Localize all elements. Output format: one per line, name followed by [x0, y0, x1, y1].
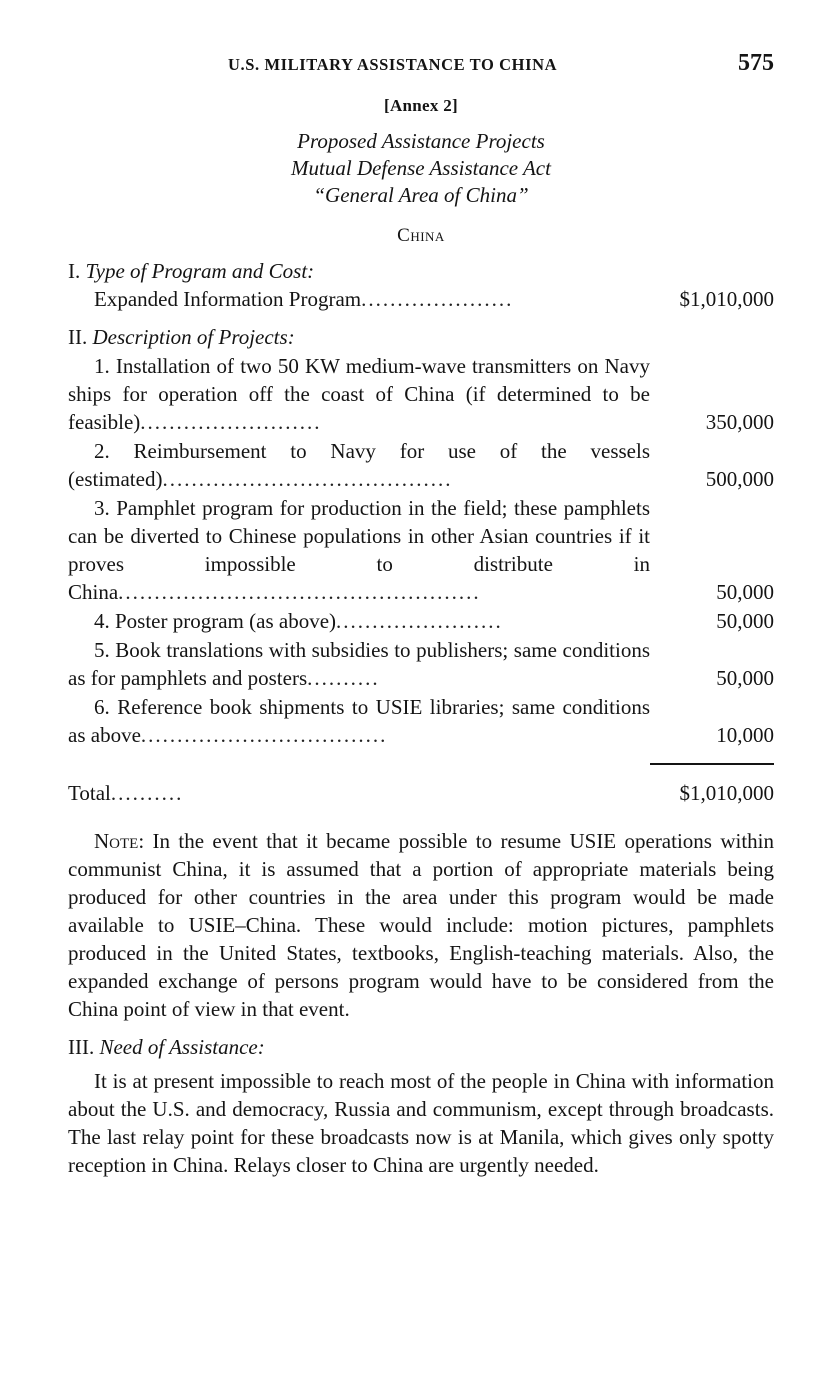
project-item: [68, 494, 774, 606]
project-item: [68, 636, 774, 692]
total-label: Total: [68, 781, 111, 805]
total-rule: [650, 763, 774, 765]
project-item: [68, 437, 774, 493]
document-heading: [68, 128, 774, 209]
running-title: U.S. MILITARY ASSISTANCE TO CHINA: [228, 55, 558, 74]
project-item-amount: 50,000: [716, 666, 774, 690]
section-2-heading: [68, 323, 774, 351]
country-heading: China: [397, 225, 445, 246]
section-1-numeral: I.: [68, 259, 81, 283]
section-2-numeral: II.: [68, 325, 88, 349]
program-amount: $1,010,000: [679, 287, 774, 311]
leader-dots: ........................................: [162, 467, 453, 491]
leader-dots: .....................: [361, 287, 514, 311]
leader-dots: ..........: [110, 781, 184, 805]
heading-line-3: “General Area of China”: [313, 183, 529, 207]
annex-label: [Annex 2]: [383, 96, 458, 115]
project-item: [68, 352, 774, 436]
project-item-text: 6. Reference book shipments to USIE libraries; same conditions as above: [68, 695, 650, 747]
leader-dots: .......................: [336, 609, 503, 633]
section-1-label: Type of Program and Cost:: [85, 259, 315, 283]
section-3-label: Need of Assistance:: [99, 1035, 265, 1059]
leader-dots: ..........: [307, 666, 380, 690]
program-cost-row: [68, 285, 774, 313]
project-item-amount: 500,000: [705, 467, 774, 491]
project-item: [68, 693, 774, 749]
heading-line-1: Proposed Assistance Projects: [297, 129, 545, 153]
section-2-label: Description of Projects:: [92, 325, 295, 349]
project-item-amount: 350,000: [705, 410, 774, 434]
leader-dots: .........................: [140, 410, 322, 434]
note-label: Note: [94, 829, 139, 853]
note-paragraph: [68, 827, 774, 1023]
section-1-heading: [68, 257, 774, 285]
section-3-heading: [68, 1033, 774, 1061]
project-item-text: 4. Poster program (as above): [94, 609, 337, 633]
project-item-text: 5. Book translations with subsidies to publishers; same conditions as for pamphlets and posters: [68, 638, 650, 690]
project-item-text: 2. Reimbursement to Navy for use of the vessels (estimated): [68, 439, 650, 491]
leader-dots: ..................................: [140, 723, 388, 747]
leader-dots: ..................................................: [118, 580, 481, 604]
document-page: [68, 48, 774, 1179]
page-number: 575: [738, 50, 774, 76]
running-head: [68, 48, 774, 84]
project-item-amount: 50,000: [716, 580, 774, 604]
project-item-text: 1. Installation of two 50 KW medium-wave transmitters on Navy ships for operation off the coast of China (if determined to be feasible): [68, 354, 650, 434]
note-text: : In the event that it became possible to resume USIE operations within communist China, it is assumed that a portion of appropriate materials being produced for other countries in the area under this program would be made available to USIE–China. These would include: motion pictures, pamphlets produced in the United States, textbooks, English-teaching materials. Also, the expanded exchange of persons program would have to be considered from the China point of view in that event.: [68, 829, 774, 1021]
total-row: [68, 779, 774, 807]
project-item: [68, 607, 774, 635]
project-item-amount: 10,000: [716, 723, 774, 747]
total-amount: $1,010,000: [679, 781, 774, 805]
project-item-text: 3. Pamphlet program for production in the field; these pamphlets can be diverted to Chinese populations in other Asian countries if it proves impossible to distribute in China: [68, 496, 650, 604]
project-item-amount: 50,000: [716, 609, 774, 633]
program-name: Expanded Information Program: [94, 287, 362, 311]
need-paragraph: It is at present impossible to reach most of the people in China with information about the U.S. and democracy, Russia and communism, except through broadcasts. The last relay point for these broadcasts now is at Manila, which gives only spotty reception in China. Relays closer to China are urgently needed.: [68, 1069, 774, 1177]
heading-line-2: Mutual Defense Assistance Act: [291, 156, 551, 180]
section-3-numeral: III.: [68, 1035, 95, 1059]
